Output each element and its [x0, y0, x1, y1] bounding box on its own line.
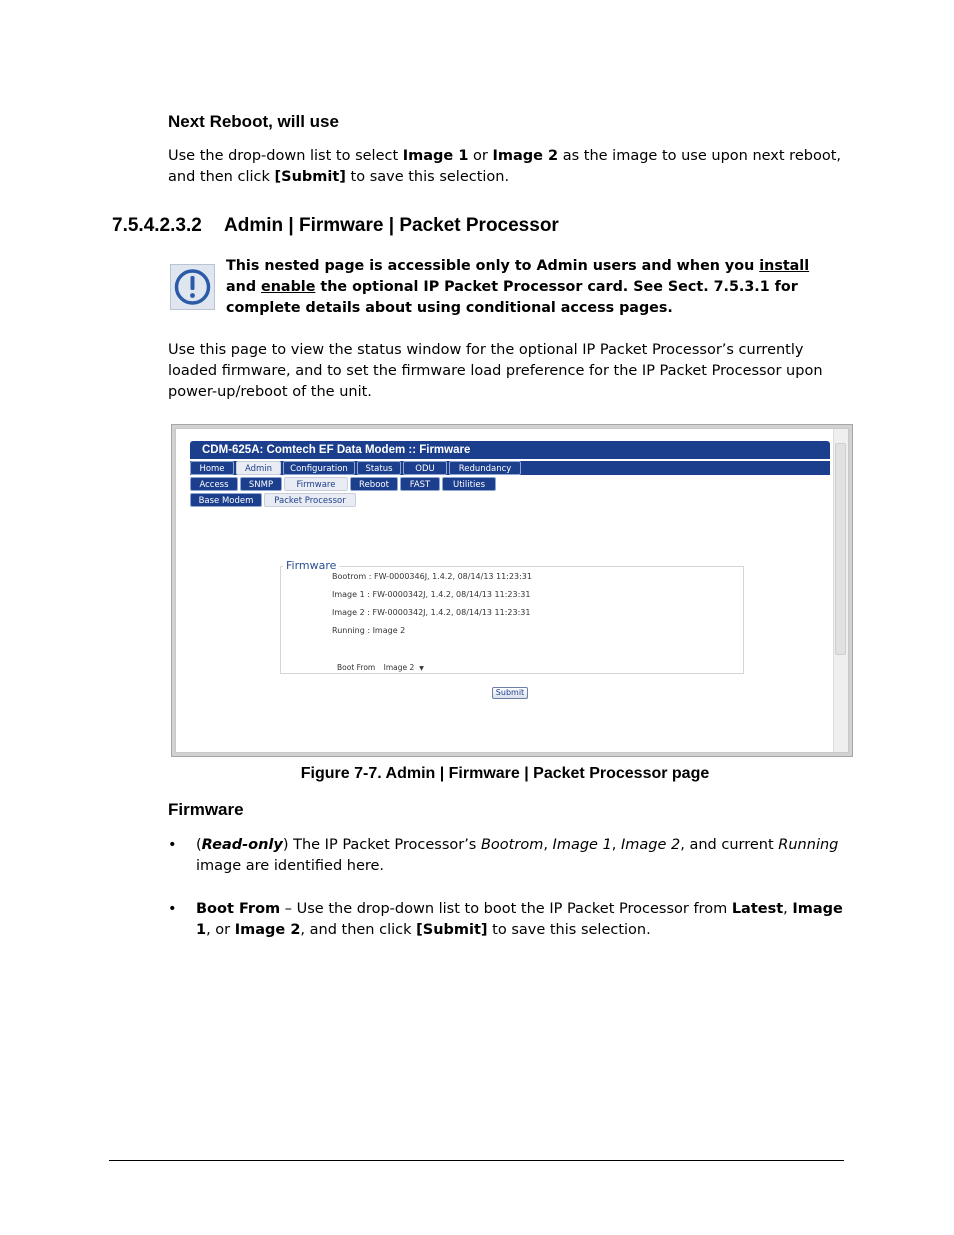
paragraph-next-reboot: Use the drop-down list to select Image 1 or Image 2 as the image to use upon next reboot, and then click [Submit] to save this selection.	[168, 148, 841, 185]
boot-from-select[interactable]: Image 2 ▼	[383, 663, 424, 672]
footer-rule	[109, 1160, 844, 1161]
tab-fast[interactable]: FAST	[400, 477, 440, 491]
firmware-page-screenshot	[171, 424, 853, 757]
tab-utilities[interactable]: Utilities	[442, 477, 496, 491]
tab-snmp[interactable]: SNMP	[240, 477, 282, 491]
chevron-down-icon: ▼	[419, 665, 424, 672]
tab-firmware[interactable]: Firmware	[284, 477, 348, 491]
bullet-symbol: •	[168, 837, 177, 853]
scrollbar-thumb[interactable]	[835, 443, 846, 655]
tab-status[interactable]: Status	[357, 461, 401, 475]
bullet-text: (Read-only) The IP Packet Processor’s Bootrom, Image 1, Image 2, and current Running image are identified here.	[196, 837, 839, 874]
access-note: This nested page is accessible only to Admin users and when you install and enable the optional IP Packet Processor card. See Sect. 7.5.3.1 for complete details about using conditional access pages.	[226, 258, 810, 316]
heading-next-reboot: Next Reboot, will use	[168, 112, 339, 131]
tab-reboot[interactable]: Reboot	[350, 477, 398, 491]
tab-odu[interactable]: ODU	[403, 461, 447, 475]
bullet-text: Boot From – Use the drop-down list to boot the IP Packet Processor from Latest, Image 1, or Image 2, and then click [Submit] to save this selection.	[196, 901, 843, 938]
image1-info: Image 1 : FW-0000342J, 1.4.2, 08/14/13 11:23:31	[332, 590, 531, 599]
window-title: CDM-625A: Comtech EF Data Modem :: Firmware	[190, 441, 830, 459]
screenshot-viewport	[175, 428, 849, 753]
bootrom-info: Bootrom : FW-0000346J, 1.4.2, 08/14/13 11:23:31	[332, 572, 532, 581]
figure-caption: Figure 7-7. Admin | Firmware | Packet Processor page	[300, 765, 710, 782]
tab-admin[interactable]: Admin	[236, 461, 281, 475]
section-number: 7.5.4.2.3.2	[112, 215, 202, 236]
tab-home[interactable]: Home	[190, 461, 234, 475]
paragraph-intro: Use this page to view the status window for the optional IP Packet Processor’s currently loaded firmware, and to set the firmware load preference for the IP Packet Processor upon power-up/reboot of the unit.	[168, 342, 823, 400]
section-title: Admin | Firmware | Packet Processor	[224, 215, 559, 236]
bullet-symbol: •	[168, 901, 177, 917]
firmware-groupbox	[280, 566, 744, 674]
tab-base-modem[interactable]: Base Modem	[190, 493, 262, 507]
running-info: Running : Image 2	[332, 626, 406, 635]
image2-info: Image 2 : FW-0000342J, 1.4.2, 08/14/13 11:23:31	[332, 608, 531, 617]
info-exclamation-icon	[170, 264, 215, 310]
section-heading	[112, 215, 559, 237]
tab-configuration[interactable]: Configuration	[283, 461, 355, 475]
tab-redundancy[interactable]: Redundancy	[449, 461, 521, 475]
submit-button[interactable]: Submit	[492, 687, 528, 699]
boot-from-row	[337, 662, 427, 673]
tab-packet-processor[interactable]: Packet Processor	[264, 493, 356, 507]
nav-row-main	[190, 461, 830, 475]
boot-from-label: Boot From	[337, 663, 376, 672]
heading-firmware: Firmware	[168, 800, 244, 819]
scrollbar[interactable]	[833, 429, 848, 752]
tab-access[interactable]: Access	[190, 477, 238, 491]
firmware-groupbox-label: Firmware	[283, 559, 339, 572]
